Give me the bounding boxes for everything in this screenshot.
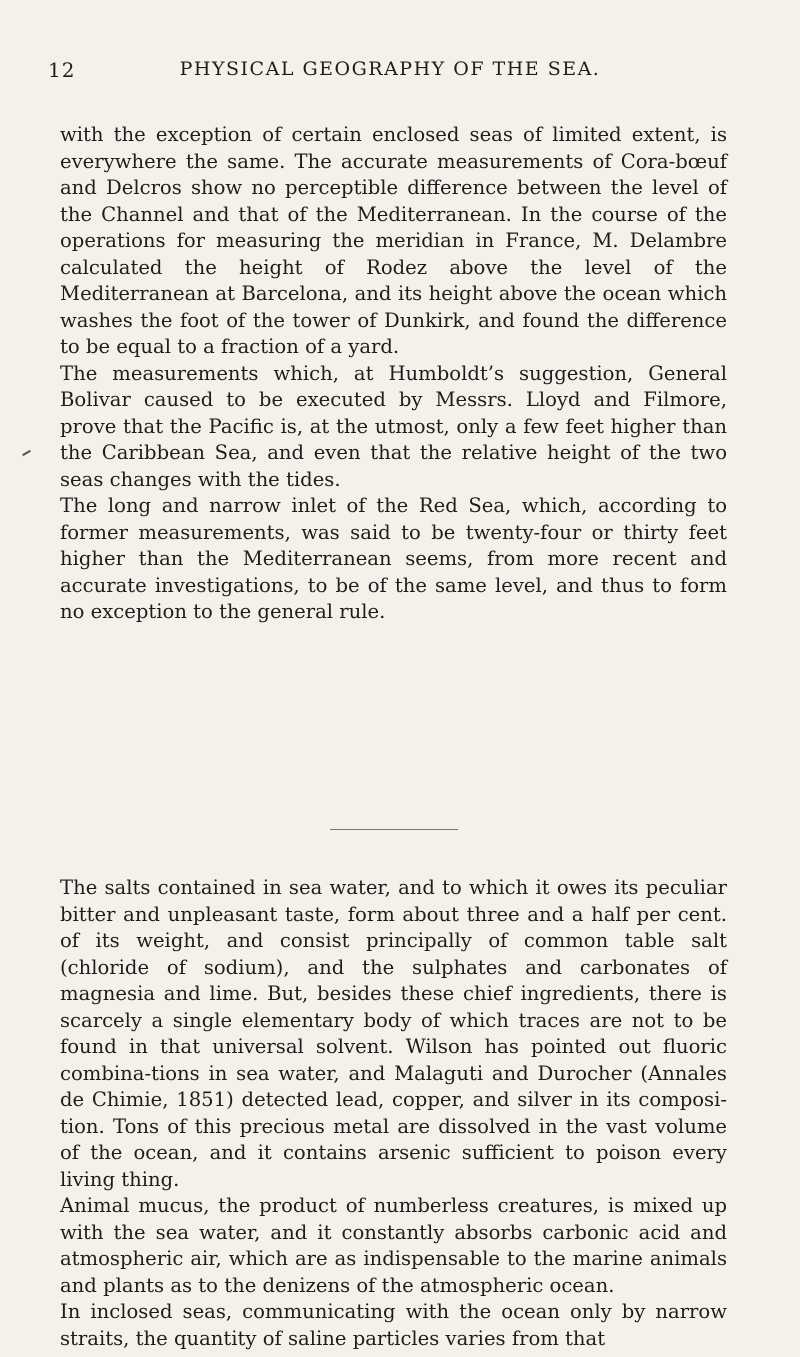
paragraph: The long and narrow inlet of the Red Sea, which, according to former measurements, was said to be twenty-four or thirty feet higher than the Mediterranean seems, from more recent and accurate investigations, to be of the same level, and thus to form no exception to the general rule. xyxy=(60,494,727,623)
paragraph: In inclosed seas, communicating with the ocean only by narrow straits, the quantity of saline particles varies from that xyxy=(60,1300,727,1350)
section-divider xyxy=(330,829,458,830)
margin-mark xyxy=(22,450,31,456)
paragraph: The measurements which, at Humboldt’s suggestion, General Bolivar caused to be executed by Messrs. Lloyd and Filmore, prove that the Pacific is, at the utmost, only a few feet higher than the Caribbean Sea, and even that the relative height of the two seas changes with the tides. xyxy=(60,361,727,491)
paragraph: with the exception of certain enclosed seas of limited extent, is everywhere the same. The accurate measurements of Cora-bœuf and Delcros show no perceptible difference between the level of the Channel and that of the Mediterranean. In the course of the operations for measuring the meridian in France, M. Delambre calculated the height of Rodez above the level of the Mediterranean at Barcelona, and its height above the ocean which washes the foot of the tower of Dunkirk, and found the difference to be equal to a fraction of a yard. xyxy=(60,123,727,358)
page-number: 12 xyxy=(48,58,76,82)
text-section-sea-level xyxy=(60,122,727,626)
running-head xyxy=(48,58,732,98)
paragraph: The salts contained in sea water, and to which it owes its peculiar bitter and unpleasant taste, form about three and a half per cent. of its weight, and consist principally of common table salt (chloride of sodium), and the sulphates and carbonates of magnesia and lime. But, besides these chief ingredients, there is scarcely a single elementary body of which traces are not to be found in that universal solvent. Wilson has pointed out fluoric combina-tions in sea water, and Malaguti and Durocher (Annales de Chimie, 1851) detected lead, copper, and silver in its composi-tion. Tons of this precious metal are dissolved in the vast volume of the ocean, and it contains arsenic sufficient to poison every living thing. xyxy=(60,876,727,1191)
paragraph: Animal mucus, the product of numberless creatures, is mixed up with the sea water, and it constantly absorbs carbonic acid and atmospheric air, which are as indispensable to the marine animals and plants as to the denizens of the atmospheric ocean. xyxy=(60,1194,727,1297)
running-title: PHYSICAL GEOGRAPHY OF THE SEA. xyxy=(179,58,601,80)
text-section-sea-salts xyxy=(60,875,727,1352)
